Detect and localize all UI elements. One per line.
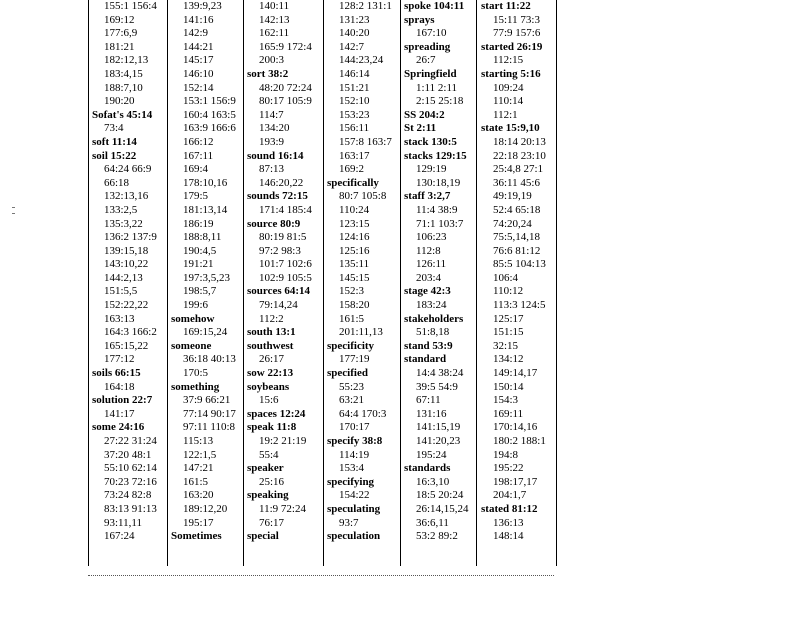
index-entry-locator: 198:17,17 xyxy=(493,475,538,488)
index-entry-locator: 97:11 110:8 xyxy=(183,421,236,434)
index-entry-term: starting 5:16 xyxy=(481,67,541,80)
index-entry-locator: 114:19 xyxy=(339,448,370,461)
column-rule xyxy=(400,0,401,566)
index-entry-locator: 15:11 73:3 xyxy=(493,13,540,26)
index-entry-locator: 133:2,5 xyxy=(104,203,138,216)
index-entry-locator: 169:4 xyxy=(183,163,209,176)
index-entry-locator: 201:11,13 xyxy=(339,326,383,339)
index-entry-locator: 77:9 157:6 xyxy=(493,27,541,40)
index-entry-locator: 144:21 xyxy=(183,40,214,53)
index-entry-locator: 80:19 81:5 xyxy=(259,231,307,244)
index-entry-locator: 26:17 xyxy=(259,353,285,366)
index-entry-locator: 19:2 21:19 xyxy=(259,435,307,447)
index-entry-locator: 75:5,14,18 xyxy=(493,231,541,244)
index-entry-term: stated 81:12 xyxy=(481,502,538,515)
index-entry-term: speculation xyxy=(327,530,381,543)
index-entry-term: Sofat's 45:14 xyxy=(92,108,153,121)
index-entry-locator: 195:22 xyxy=(493,462,524,475)
index-entry-locator: 32:15 xyxy=(493,339,519,352)
index-entry-term: soil 15:22 xyxy=(92,149,137,162)
index-entry-locator: 109:24 xyxy=(493,81,524,94)
index-entry-term: SS 204:2 xyxy=(404,108,445,121)
index-entry-locator: 11:9 72:24 xyxy=(259,502,306,515)
index-entry-term: specified xyxy=(327,367,368,380)
index-entry-locator: 115:13 xyxy=(183,435,214,447)
index-entry-locator: 142:9 xyxy=(183,27,209,40)
index-entry-locator: 67:11 xyxy=(416,394,441,407)
index-entry-locator: 112:2 xyxy=(259,312,284,325)
index-entry-locator: 130:18,19 xyxy=(416,176,461,189)
index-entry-locator: 171:4 185:4 xyxy=(259,203,312,216)
index-entry-locator: 26:7 xyxy=(416,54,436,67)
index-entry-locator: 77:14 90:17 xyxy=(183,407,236,420)
index-entry-locator: 146:20,22 xyxy=(259,176,304,189)
index-entry-locator: 204:1,7 xyxy=(493,489,527,502)
index-entry-locator: 142:13 xyxy=(259,13,290,26)
index-entry-term: stage 42:3 xyxy=(404,285,451,298)
index-entry-locator: 136:13 xyxy=(493,516,524,529)
index-entry-locator: 156:11 xyxy=(339,122,370,135)
index-entry-term: started 26:19 xyxy=(481,40,543,53)
index-entry-term: speaking xyxy=(247,489,289,502)
index-entry-locator: 36:11 45:6 xyxy=(493,176,540,189)
index-entry-locator: 76:6 81:12 xyxy=(493,244,541,257)
index-entry-term: spaces 12:24 xyxy=(247,407,306,420)
index-entry-term: solution 22:7 xyxy=(92,394,153,407)
index-entry-locator: 112:1 xyxy=(493,108,518,121)
index-entry-locator: 162:11 xyxy=(259,27,290,40)
index-entry-locator: 193:9 xyxy=(259,135,285,148)
index-entry-locator: 153:23 xyxy=(339,108,370,121)
index-entry-term: standards xyxy=(404,462,451,475)
index-entry-locator: 139:9,23 xyxy=(183,0,222,12)
index-entry-locator: 66:18 xyxy=(104,176,130,189)
index-entry-locator: 163:17 xyxy=(339,149,370,162)
column-rule xyxy=(167,0,168,566)
index-entry-term: special xyxy=(247,530,279,543)
index-entry-locator: 141:15,19 xyxy=(416,421,461,434)
column-rule xyxy=(556,0,557,566)
index-entry-locator: 154:22 xyxy=(339,489,370,502)
index-entry-term: soybeans xyxy=(247,380,290,393)
index-entry-locator: 126:11 xyxy=(416,258,447,271)
index-column-5 xyxy=(404,0,476,544)
index-entry-locator: 53:2 89:2 xyxy=(416,530,458,543)
index-entry-term: spreading xyxy=(404,40,451,53)
index-entry-term: southwest xyxy=(247,339,294,352)
footer-rule xyxy=(88,575,554,576)
index-entry-locator: 167:10 xyxy=(416,27,447,40)
column-rule xyxy=(476,0,477,566)
index-entry-term: sow 22:13 xyxy=(247,367,294,380)
index-entry-term: sprays xyxy=(404,13,435,26)
index-entry-locator: 153:4 xyxy=(339,462,365,475)
index-entry-locator: 189:12,20 xyxy=(183,502,228,515)
index-entry-locator: 110:12 xyxy=(493,285,524,298)
index-entry-locator: 36:18 40:13 xyxy=(183,353,236,366)
index-entry-locator: 188:8,11 xyxy=(183,231,222,244)
index-entry-locator: 102:9 105:5 xyxy=(259,271,312,284)
index-entry-term: standard xyxy=(404,353,447,366)
index-entry-locator: 135:3,22 xyxy=(104,217,143,230)
index-entry-locator: 169:11 xyxy=(493,407,524,420)
index-entry-locator: 203:4 xyxy=(416,271,442,284)
index-entry-locator: 180:2 188:1 xyxy=(493,435,546,447)
index-entry-locator: 161:5 xyxy=(183,475,209,488)
index-entry-locator: 22:18 23:10 xyxy=(493,149,546,162)
index-entry-locator: 139:15,18 xyxy=(104,244,149,257)
index-entry-locator: 80:7 105:8 xyxy=(339,190,387,203)
index-entry-locator: 11:4 38:9 xyxy=(416,203,458,216)
index-entry-locator: 145:15 xyxy=(339,271,370,284)
index-entry-locator: 49:19,19 xyxy=(493,190,532,203)
index-entry-term: state 15:9,10 xyxy=(481,122,540,135)
index-entry-locator: 134:20 xyxy=(259,122,290,135)
index-entry-locator: 74:20,24 xyxy=(493,217,532,230)
index-entry-locator: 55:10 62:14 xyxy=(104,462,157,475)
index-entry-term: south 13:1 xyxy=(247,326,296,339)
index-entry-locator: 37:9 66:21 xyxy=(183,394,231,407)
index-entry-locator: 134:12 xyxy=(493,353,524,366)
index-entry-locator: 200:3 xyxy=(259,54,285,67)
index-entry-locator: 83:13 91:13 xyxy=(104,502,157,515)
index-entry-locator: 170:5 xyxy=(183,367,209,380)
index-entry-locator: 144:23,24 xyxy=(339,54,384,67)
column-rule xyxy=(88,0,89,566)
index-entry-locator: 106:23 xyxy=(416,231,447,244)
index-entry-locator: 123:15 xyxy=(339,217,370,230)
index-entry-locator: 165:15,22 xyxy=(104,339,149,352)
index-entry-locator: 125:16 xyxy=(339,244,370,257)
index-entry-locator: 169:12 xyxy=(104,13,135,26)
index-entry-term: sort 38:2 xyxy=(247,67,289,80)
index-entry-term: speculating xyxy=(327,502,381,515)
index-entry-locator: 188:7,10 xyxy=(104,81,143,94)
index-column-1 xyxy=(92,0,167,544)
index-entry-locator: 147:21 xyxy=(183,462,214,475)
index-entry-locator: 37:20 48:1 xyxy=(104,448,152,461)
index-entry-locator: 25:4,8 27:1 xyxy=(493,163,544,176)
index-entry-locator: 166:12 xyxy=(183,135,214,148)
index-column-3 xyxy=(247,0,323,544)
column-rule xyxy=(243,0,244,566)
index-entry-locator: 190:4,5 xyxy=(183,244,217,257)
index-entry-locator: 183:24 xyxy=(416,299,447,312)
index-entry-locator: 145:17 xyxy=(183,54,214,67)
index-entry-locator: 136:2 137:9 xyxy=(104,231,157,244)
index-entry-term: stand 53:9 xyxy=(404,339,453,352)
index-entry-locator: 18:14 20:13 xyxy=(493,135,546,148)
index-entry-locator: 191:21 xyxy=(183,258,214,271)
index-entry-locator: 71:1 103:7 xyxy=(416,217,464,230)
scan-speck xyxy=(12,213,15,214)
index-entry-term: soft 11:14 xyxy=(92,135,137,148)
index-entry-term: St 2:11 xyxy=(404,122,437,135)
index-entry-locator: 113:3 124:5 xyxy=(493,299,546,312)
index-entry-locator: 167:24 xyxy=(104,530,135,543)
index-entry-locator: 146:10 xyxy=(183,67,214,80)
index-entry-locator: 161:5 xyxy=(339,312,365,325)
index-entry-locator: 151:5,5 xyxy=(104,285,138,298)
index-entry-locator: 153:1 156:9 xyxy=(183,95,236,108)
index-entry-locator: 27:22 31:24 xyxy=(104,435,157,447)
index-entry-locator: 114:7 xyxy=(259,108,284,121)
index-entry-term: someone xyxy=(171,339,212,352)
index-entry-locator: 154:3 xyxy=(493,394,519,407)
index-entry-locator: 170:17 xyxy=(339,421,370,434)
index-entry-locator: 142:7 xyxy=(339,40,365,53)
index-entry-term: source 80:9 xyxy=(247,217,301,230)
index-entry-locator: 177:12 xyxy=(104,353,135,366)
index-entry-term: specificity xyxy=(327,339,375,352)
index-entry-locator: 101:7 102:6 xyxy=(259,258,312,271)
index-entry-term: specifically xyxy=(327,176,379,189)
index-entry-locator: 140:20 xyxy=(339,27,370,40)
index-entry-term: sources 64:14 xyxy=(247,285,311,298)
index-entry-locator: 80:17 105:9 xyxy=(259,95,312,108)
index-entry-locator: 141:16 xyxy=(183,13,214,26)
index-entry-locator: 148:14 xyxy=(493,530,524,543)
index-entry-term: spoke 104:11 xyxy=(404,0,465,12)
index-entry-locator: 151:21 xyxy=(339,81,370,94)
index-entry-locator: 167:11 xyxy=(183,149,214,162)
index-entry-locator: 152:22,22 xyxy=(104,299,149,312)
index-entry-locator: 125:17 xyxy=(493,312,524,325)
index-entry-locator: 183:4,15 xyxy=(104,67,143,80)
index-entry-locator: 55:23 xyxy=(339,380,365,393)
index-entry-locator: 73:24 82:8 xyxy=(104,489,152,502)
index-entry-locator: 177:19 xyxy=(339,353,370,366)
index-entry-locator: 198:5,7 xyxy=(183,285,217,298)
index-entry-locator: 79:14,24 xyxy=(259,299,298,312)
index-entry-locator: 97:2 98:3 xyxy=(259,244,301,257)
index-entry-locator: 149:14,17 xyxy=(493,367,538,380)
index-entry-locator: 48:20 72:24 xyxy=(259,81,312,94)
index-entry-term: speaker xyxy=(247,462,284,475)
index-column-2 xyxy=(171,0,243,544)
index-entry-locator: 124:16 xyxy=(339,231,370,244)
index-column-4 xyxy=(327,0,399,544)
index-entry-term: soils 66:15 xyxy=(92,367,141,380)
index-entry-locator: 150:14 xyxy=(493,380,524,393)
index-entry-locator: 70:23 72:16 xyxy=(104,475,157,488)
index-entry-locator: 64:4 170:3 xyxy=(339,407,387,420)
index-entry-locator: 26:14,15,24 xyxy=(416,502,469,515)
index-entry-term: somehow xyxy=(171,312,215,325)
index-entry-locator: 55:4 xyxy=(259,448,279,461)
index-entry-locator: 76:17 xyxy=(259,516,285,529)
index-entry-term: sound 16:14 xyxy=(247,149,304,162)
index-entry-locator: 36:6,11 xyxy=(416,516,449,529)
index-entry-term: start 11:22 xyxy=(481,0,531,12)
scan-speck xyxy=(12,207,15,208)
index-entry-locator: 112:15 xyxy=(493,54,524,67)
index-entry-locator: 152:14 xyxy=(183,81,214,94)
index-entry-locator: 131:23 xyxy=(339,13,370,26)
index-entry-locator: 182:12,13 xyxy=(104,54,149,67)
index-entry-locator: 25:16 xyxy=(259,475,285,488)
index-entry-locator: 93:11,11 xyxy=(104,516,142,529)
index-entry-locator: 199:6 xyxy=(183,299,209,312)
index-entry-locator: 1:11 2:11 xyxy=(416,81,458,94)
index-entry-locator: 160:4 163:5 xyxy=(183,108,236,121)
index-entry-locator: 2:15 25:18 xyxy=(416,95,464,108)
index-entry-locator: 132:13,16 xyxy=(104,190,149,203)
index-column-6 xyxy=(481,0,556,544)
index-entry-locator: 151:15 xyxy=(493,326,524,339)
index-entry-locator: 15:6 xyxy=(259,394,279,407)
index-entry-locator: 135:11 xyxy=(339,258,370,271)
index-entry-locator: 63:21 xyxy=(339,394,365,407)
index-entry-term: stack 130:5 xyxy=(404,135,457,148)
index-entry-locator: 164:3 166:2 xyxy=(104,326,157,339)
index-entry-locator: 131:16 xyxy=(416,407,447,420)
index-entry-locator: 194:8 xyxy=(493,448,519,461)
index-entry-locator: 195:17 xyxy=(183,516,214,529)
index-entry-locator: 157:8 163:7 xyxy=(339,135,392,148)
index-entry-term: specify 38:8 xyxy=(327,435,383,447)
index-entry-locator: 181:13,14 xyxy=(183,203,228,216)
index-entry-locator: 73:4 xyxy=(104,122,124,135)
index-entry-locator: 18:5 20:24 xyxy=(416,489,464,502)
index-entry-locator: 141:17 xyxy=(104,407,135,420)
index-entry-locator: 170:14,16 xyxy=(493,421,538,434)
index-entry-locator: 14:4 38:24 xyxy=(416,367,464,380)
index-entry-locator: 169:2 xyxy=(339,163,365,176)
index-entry-term: stacks 129:15 xyxy=(404,149,467,162)
index-entry-locator: 152:10 xyxy=(339,95,370,108)
index-entry-locator: 112:8 xyxy=(416,244,441,257)
index-entry-locator: 195:24 xyxy=(416,448,447,461)
index-entry-locator: 140:11 xyxy=(259,0,290,12)
column-rule xyxy=(323,0,324,566)
index-entry-locator: 122:1,5 xyxy=(183,448,217,461)
index-entry-locator: 39:5 54:9 xyxy=(416,380,458,393)
index-entry-locator: 163:20 xyxy=(183,489,214,502)
index-entry-locator: 155:1 156:4 xyxy=(104,0,157,12)
index-entry-locator: 169:15,24 xyxy=(183,326,228,339)
index-entry-locator: 110:24 xyxy=(339,203,370,216)
index-entry-locator: 85:5 104:13 xyxy=(493,258,546,271)
index-entry-locator: 165:9 172:4 xyxy=(259,40,312,53)
index-entry-locator: 16:3,10 xyxy=(416,475,450,488)
index-entry-locator: 51:8,18 xyxy=(416,326,450,339)
index-entry-locator: 87:13 xyxy=(259,163,285,176)
index-entry-locator: 146:14 xyxy=(339,67,370,80)
index-entry-locator: 64:24 66:9 xyxy=(104,163,152,176)
index-entry-locator: 93:7 xyxy=(339,516,359,529)
index-entry-locator: 152:3 xyxy=(339,285,365,298)
index-entry-term: something xyxy=(171,380,220,393)
index-entry-locator: 110:14 xyxy=(493,95,524,108)
index-entry-term: sounds 72:15 xyxy=(247,190,308,203)
index-entry-term: Springfield xyxy=(404,67,457,80)
index-entry-locator: 106:4 xyxy=(493,271,519,284)
index-entry-locator: 141:20,23 xyxy=(416,435,461,447)
index-entry-locator: 143:10,22 xyxy=(104,258,149,271)
index-entry-locator: 179:5 xyxy=(183,190,209,203)
index-entry-term: Sometimes xyxy=(171,530,222,543)
index-entry-locator: 144:2,13 xyxy=(104,271,143,284)
index-entry-locator: 163:13 xyxy=(104,312,135,325)
index-entry-locator: 128:2 131:1 xyxy=(339,0,392,12)
index-entry-locator: 197:3,5,23 xyxy=(183,271,231,284)
index-entry-term: specifying xyxy=(327,475,375,488)
index-entry-term: stakeholders xyxy=(404,312,464,325)
index-entry-locator: 181:21 xyxy=(104,40,135,53)
index-entry-locator: 158:20 xyxy=(339,299,370,312)
index-entry-locator: 186:19 xyxy=(183,217,214,230)
index-entry-locator: 177:6,9 xyxy=(104,27,138,40)
index-entry-locator: 164:18 xyxy=(104,380,135,393)
index-entry-locator: 52:4 65:18 xyxy=(493,203,541,216)
index-entry-term: staff 3:2,7 xyxy=(404,190,451,203)
index-entry-locator: 190:20 xyxy=(104,95,135,108)
index-entry-locator: 129:19 xyxy=(416,163,447,176)
index-entry-term: speak 11:8 xyxy=(247,421,297,434)
index-entry-term: some 24:16 xyxy=(92,421,145,434)
index-entry-locator: 178:10,16 xyxy=(183,176,228,189)
index-entry-locator: 163:9 166:6 xyxy=(183,122,236,135)
